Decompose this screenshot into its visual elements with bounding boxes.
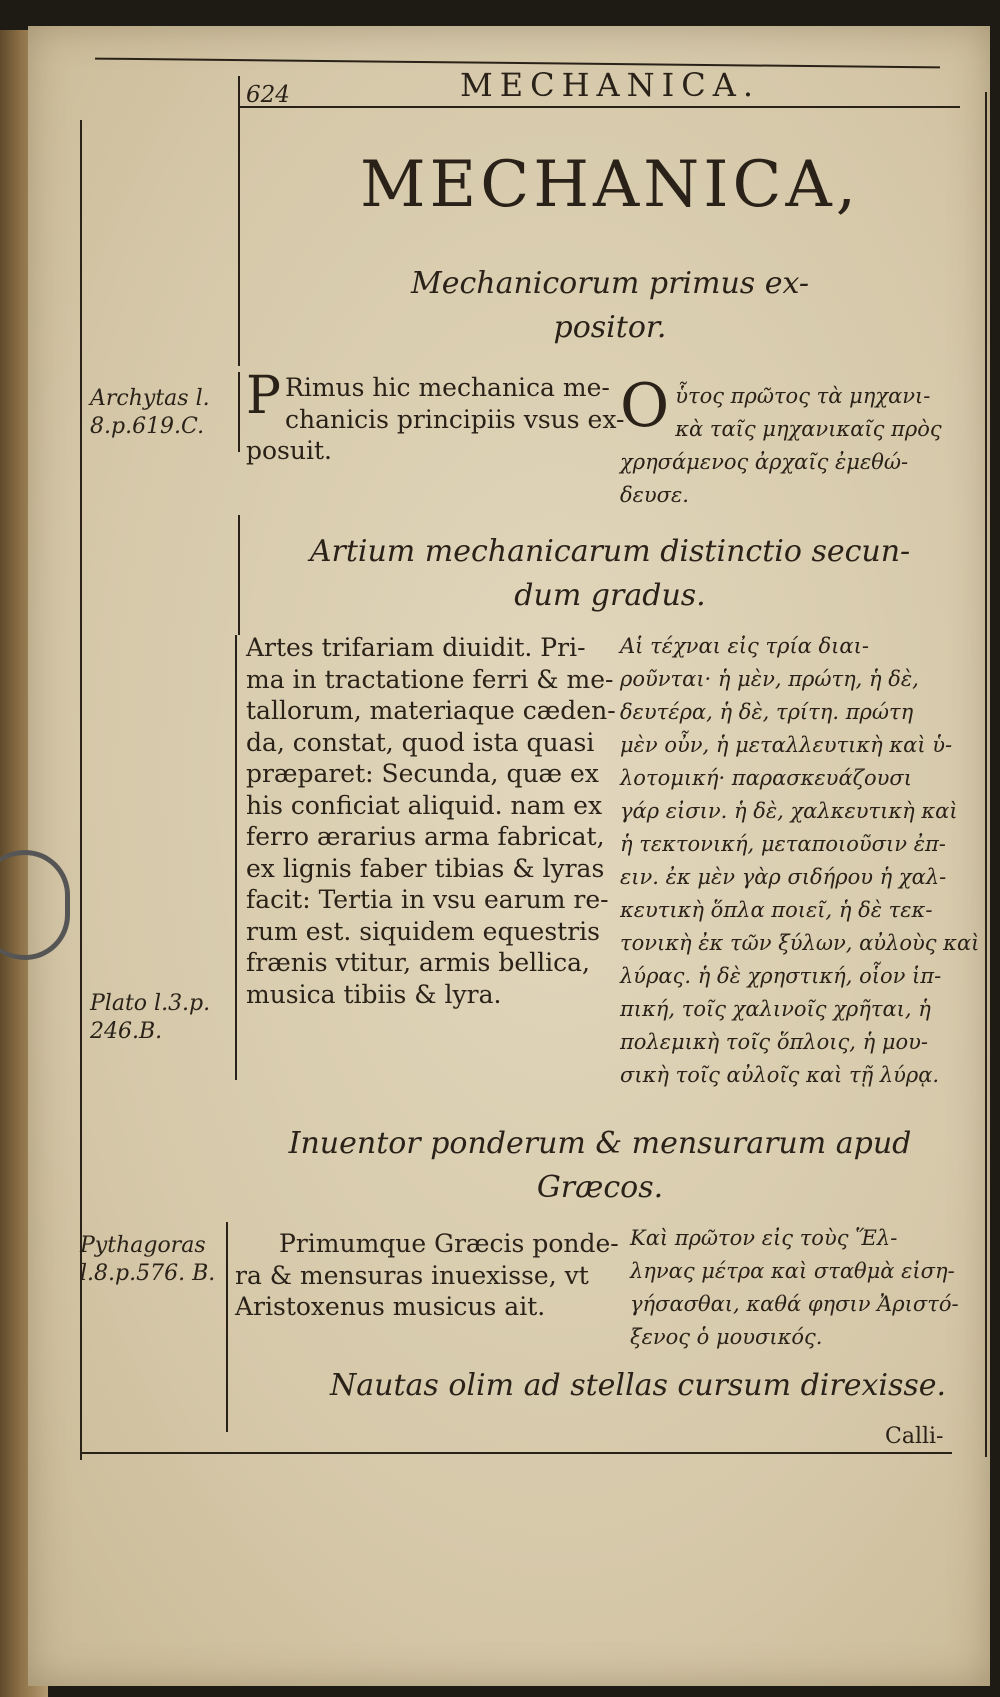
catchword: Calli- xyxy=(885,1424,944,1449)
final-heading: Nautas olim ad stellas cursum direxisse. xyxy=(330,1368,947,1403)
column-rule-2 xyxy=(238,372,240,452)
latin-line: da, constat, quod ista quasi xyxy=(246,727,595,757)
heading-line: Græcos. xyxy=(536,1170,664,1205)
page-clip xyxy=(0,850,70,960)
latin-line: ex lignis faber tibias & lyras xyxy=(246,853,605,883)
margin-note-line: Plato l.3.p. xyxy=(90,991,211,1016)
latin-line: ferro ærarius arma fabricat, xyxy=(246,822,605,851)
latin-line: Rimus hic mechanica me- xyxy=(285,373,610,402)
section-1-heading xyxy=(300,262,920,350)
greek-line: σικὴ τοῖς αὐλοῖς καὶ τῇ λύρᾳ. xyxy=(620,1063,940,1087)
column-rule-1 xyxy=(238,76,240,366)
greek-line: δευτέρα, ἡ δὲ, τρίτη. πρώτη xyxy=(620,700,914,724)
bottom-rule xyxy=(82,1452,952,1454)
header-rule xyxy=(240,106,960,108)
greek-line: Καὶ πρῶτον εἰς τοὺς Ἕλ- xyxy=(630,1226,898,1250)
greek-line: ξενος ὁ μουσικός. xyxy=(630,1325,823,1349)
section-3-greek xyxy=(630,1222,980,1354)
greek-line: λοτομική· παρασκευάζουσι xyxy=(620,766,912,790)
margin-note-line: 8.p.619.C. xyxy=(90,414,205,439)
margin-note-archytas xyxy=(90,385,230,441)
section-2-latin xyxy=(246,632,616,1010)
margin-note-line: Pythagoras xyxy=(80,1233,206,1258)
greek-line: ροῦνται· ἡ μὲν, πρώτη, ἡ δὲ, xyxy=(620,667,919,691)
drop-capital: P xyxy=(246,366,281,426)
latin-line: facit: Tertia in vsu earum re- xyxy=(246,885,609,914)
greek-line: κὰ ταῖς μηχανικαῖς πρὸς xyxy=(675,417,942,441)
greek-line: πολεμικὴ τοῖς ὅπλοις, ἡ μου- xyxy=(620,1030,929,1054)
heading-line: Inuentor ponderum & mensurarum apud xyxy=(288,1126,912,1161)
right-border xyxy=(985,92,987,1457)
page-number: 624 xyxy=(246,82,290,108)
greek-line: τονικὴ ἐκ τῶν ξύλων, αὐλοὺς καὶ xyxy=(620,931,980,955)
column-rule-3 xyxy=(238,515,240,635)
greek-line: ἡ τεκτονική, μεταποιοῦσιν ἐπ- xyxy=(620,832,946,856)
greek-line: ειν. ἐκ μὲν γὰρ σιδήρου ἡ χαλ- xyxy=(620,865,947,889)
greek-line: μὲν οὖν, ἡ μεταλλευτικὴ καὶ ὑ- xyxy=(620,733,953,757)
latin-line: chanicis principiis vsus ex- xyxy=(285,404,625,434)
greek-line: ληνας μέτρα καὶ σταθμὰ εἰση- xyxy=(630,1259,955,1283)
heading-line: dum gradus. xyxy=(514,578,706,613)
latin-line: frænis vtitur, armis bellica, xyxy=(246,948,590,977)
margin-note-line: l.8.p.576. B. xyxy=(80,1261,216,1286)
heading-line: positor. xyxy=(553,310,667,345)
latin-line: musica tibiis & lyra. xyxy=(246,979,502,1009)
greek-line: χρησάμενος ἀρχαῖς ἐμεθώ- xyxy=(620,450,909,474)
column-rule-5 xyxy=(226,1222,228,1432)
heading-line: Artium mechanicarum distinctio secun- xyxy=(309,534,911,569)
running-title: MECHANICA. xyxy=(460,66,761,104)
section-3-latin xyxy=(235,1228,619,1323)
latin-line: posuit. xyxy=(246,436,332,465)
latin-line: ma in tractatione ferri & me- xyxy=(246,664,614,694)
section-2-heading xyxy=(300,530,920,618)
latin-line: ra & mensuras inuexisse, vt xyxy=(235,1260,589,1290)
latin-line: rum est. siquidem equestris xyxy=(246,916,600,946)
greek-line: δευσε. xyxy=(620,483,689,507)
margin-note-line: Archytas l. xyxy=(90,386,210,411)
greek-line: γήσασθαι, καθά φησιν Ἀριστό- xyxy=(630,1292,959,1316)
greek-drop-capital: O xyxy=(620,371,670,441)
latin-line: his conficiat aliquid. nam ex xyxy=(246,790,603,820)
page-title: MECHANICA, xyxy=(359,148,861,222)
latin-line: Artes trifariam diuidit. Pri- xyxy=(246,633,586,662)
latin-line: tallorum, materiaque cæden- xyxy=(246,696,616,725)
greek-line: ὗτος πρῶτος τὰ μηχανι- xyxy=(675,384,931,408)
section-3-heading xyxy=(270,1122,930,1210)
greek-line: γάρ εἰσιν. ἡ δὲ, χαλκευτικὴ καὶ xyxy=(620,799,958,823)
column-rule-4 xyxy=(235,635,237,1080)
margin-note-pythagoras xyxy=(80,1232,220,1288)
latin-line: Primumque Græcis ponde- xyxy=(279,1229,619,1258)
margin-note-plato xyxy=(90,990,230,1046)
latin-line: Aristoxenus musicus ait. xyxy=(235,1292,546,1321)
latin-line: præparet: Secunda, quæ ex xyxy=(246,759,599,788)
greek-line: Αἱ τέχναι εἰς τρία διαι- xyxy=(620,634,869,658)
heading-line: Mechanicorum primus ex- xyxy=(410,266,810,301)
greek-line: λύρας. ἡ δὲ χρηστική, οἷον ἱπ- xyxy=(620,964,942,988)
section-2-greek xyxy=(620,630,980,1092)
greek-line: κευτικὴ ὅπλα ποιεῖ, ἡ δὲ τεκ- xyxy=(620,898,933,922)
section-1-greek xyxy=(620,371,970,512)
greek-line: πική, τοῖς χαλινοῖς χρῆται, ἡ xyxy=(620,997,931,1021)
margin-note-line: 246.B. xyxy=(90,1019,163,1044)
section-1-latin xyxy=(246,366,625,467)
